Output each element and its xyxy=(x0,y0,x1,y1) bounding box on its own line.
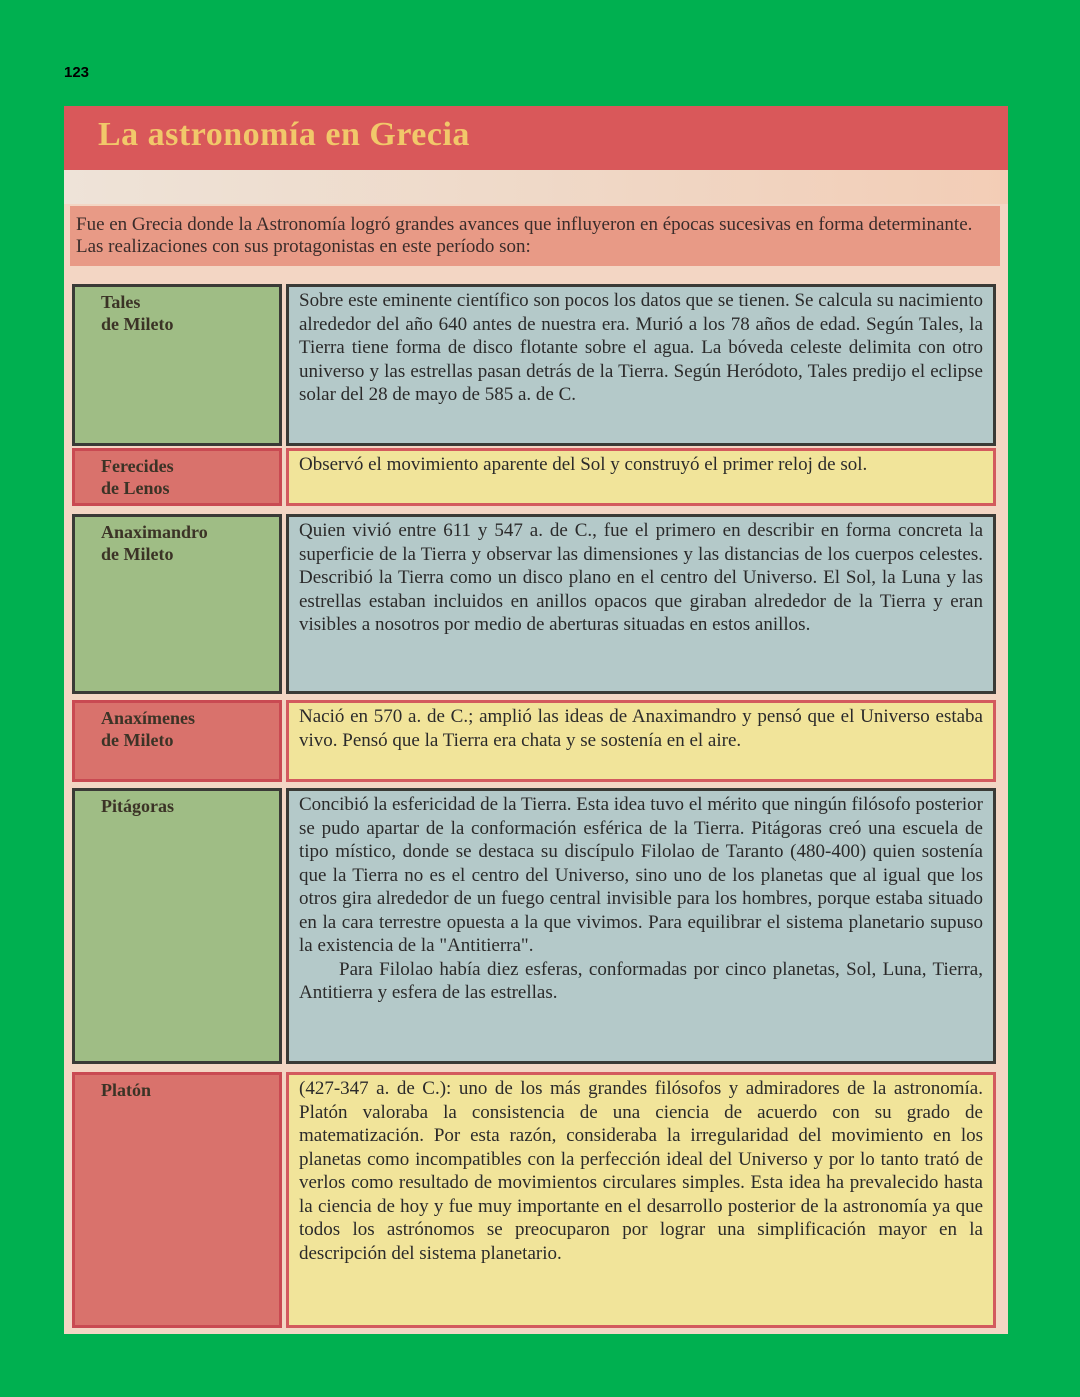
name-line: Anaximandro xyxy=(101,522,208,542)
description-cell: Sobre este eminente científico son pocos los datos que se tienen. Se calcula su nacimiento alrededor del año 640 antes de nuestra era. Murió a los 78 años de edad. Según Tales, la Tierra tiene forma de disco flotante sobre el agua. La bóveda celeste delimita con otro universo y las estrellas pasan detrás de la Tierra. Según Heródoto, Tales predijo el eclipse solar del 28 de mayo de 585 a. de C. xyxy=(286,284,996,446)
name-line: de Mileto xyxy=(101,730,174,750)
article-sheet xyxy=(64,106,1008,1334)
page-title: La astronomía en Grecia xyxy=(98,116,470,153)
name-line: de Mileto xyxy=(101,314,174,334)
row-anaximenes xyxy=(72,700,998,782)
name-line: Anaxímenes xyxy=(101,708,195,728)
name-line: Ferecides xyxy=(101,456,174,476)
title-band xyxy=(64,106,1008,170)
description-cell: Quien vivió entre 611 y 547 a. de C., fue el primero en describir en forma concreta la superficie de la Tierra y observar las dimensiones y las distancias de los cuerpos celestes. Describió la Tierra como un disco plano en el centro del Universo. El Sol, la Luna y las estrellas estaban incluidos en anillos opacos que giraban alrededor de la Tierra y eran visibles a nosotros por medio de aberturas situadas en estos anillos. xyxy=(286,514,996,694)
row-pitagoras xyxy=(72,788,998,1064)
name-cell xyxy=(72,284,282,446)
description-paragraph: Concibió la esfericidad de la Tierra. Esta idea tuvo el mérito que ningún filósofo posterior se pudo apartar de la conformación esférica de la Tierra. Pitágoras creó una escuela de tipo místico, donde se destaca su discípulo Filolao de Taranto (480-400) quien sostenía que la Tierra no es el centro del Universo, sino uno de los planetas que al igual que los otros gira alrededor de un fuego central invisible para los hombres, porque estaba situado en la cara terrestre opuesta a la que vivimos. Para equilibrar el sistema planetario supuso la existencia de la "Antitierra". xyxy=(299,794,983,956)
description-cell: Observó el movimiento aparente del Sol y construyó el primer reloj de sol. xyxy=(286,448,996,506)
name-cell xyxy=(72,1072,282,1328)
description-cell: (427-347 a. de C.): uno de los más grandes filósofos y admiradores de la astronomía. Platón valoraba la consistencia de una ciencia de acuerdo con su grado de matematización. Por esta razón, consideraba la irregularidad del movimiento en los planetas como incompatibles con la perfección ideal del Universo y por lo tanto trató de verlos como resultado de movimientos circulares simples. Esta idea ha prevalecido hasta la ciencia de hoy y fue muy importante en el desarrollo posterior de la astronomía ya que todos los astrónomos se preocuparon por lograr una simplificación mayor en la descripción del sistema planetario. xyxy=(286,1072,996,1328)
row-anaximandro xyxy=(72,514,998,694)
name-cell xyxy=(72,448,282,506)
description-cell xyxy=(286,788,996,1064)
name-line: de Mileto xyxy=(101,544,174,564)
name-cell xyxy=(72,514,282,694)
description-cell: Nació en 570 a. de C.; amplió las ideas de Anaximandro y pensó que el Universo estaba vivo. Pensó que la Tierra era chata y se sostenía en el aire. xyxy=(286,700,996,782)
row-platon xyxy=(72,1072,998,1328)
row-tales xyxy=(72,284,998,446)
row-ferecides xyxy=(72,448,998,506)
name-line: de Lenos xyxy=(101,478,170,498)
name-line: Tales xyxy=(101,292,141,312)
name-cell xyxy=(72,700,282,782)
intro-paragraph: Fue en Grecia donde la Astronomía logró grandes avances que influyeron en épocas sucesivas en forma determinante. Las realizaciones con sus protagonistas en este período son: xyxy=(70,206,1000,266)
page-number: 123 xyxy=(64,64,90,81)
name-cell xyxy=(72,788,282,1064)
name-line: Platón xyxy=(101,1080,152,1100)
description-paragraph-2: Para Filolao había diez esferas, conformadas por cinco planetas, Sol, Luna, Tierra, Antitierra y esfera de las estrellas. xyxy=(299,958,983,1003)
decorative-strip xyxy=(64,170,1008,204)
name-line: Pitágoras xyxy=(101,796,174,816)
